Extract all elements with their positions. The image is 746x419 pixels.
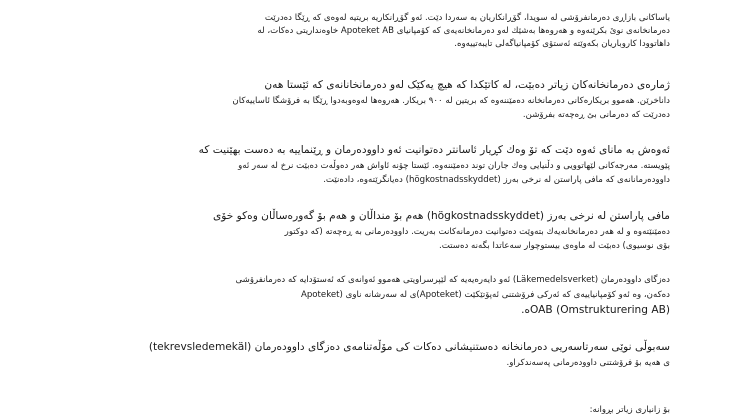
text-line: داهاتوودا کاروباریان بکەوێتە ئەستۆی کۆمپانیاگەلی تایبەتییەوە.: [454, 39, 670, 50]
text-line: داوودەرمانانەی کە مافی پاراستن لە نرخی بەرز (högkostnadsskyddet) دەیانگرێتەوە، دادەنێت.: [323, 175, 670, 185]
paragraph-high-cost-protection: [62, 208, 670, 253]
text-line: دەمێنێتەوە و لە هەر دەرمانخانەیەك بتەوێت دەتوانیت دەرمانەکانت بەریت. داوودەرمانی بە ڕەچەتە (کە دوکتور: [284, 227, 670, 237]
text-line: پێویستە. مەرجەکانی لێهاتوویی و دڵنیایی وەك جاران توند دەمێننەوە. ئێستا چۆنە ئاواش هەر دەوڵەت دەبێت نرخ لە سەر ئەو: [238, 161, 670, 171]
text-line: داناخرێن. هەموو بریکارەکانی دەرمانخانە دەمێننەوە کە بریتین لە ٩٠٠ بریکار. هەروەها لەوەوبەدوا ڕێگا بە فرۆشگا ئاساییەکان: [232, 96, 670, 106]
text-line: سەبوڵی نوێی سەرتاسەریی دەرمانخانە دەستنیشانی دەکات کی مۆڵەتنامەی دەزگای داوودەرمان (tekrevsledemekäl): [148, 341, 670, 353]
text-line: دەزگای داوودەرمان (Läkemedelsverket) ئەو دایەرەیەیە کە لێپرسراویتی هەموو ئەوانەی کە ئەستۆدایە کە دەرمانفرۆشی: [235, 275, 670, 285]
text-line: دەکەن، وە ئەو کۆمپانیاییەی کە ئەرکی فرۆشتنی ئەپۆتێکێت (Apoteket)ی لە سەرشانە ناوی (Apoteket: [300, 290, 670, 300]
text-line: یاساکانی بازاڕی دەرمانفرۆشی لە سویدا، گۆڕانکاریان بە سەردا دێت. ئەو گۆڕانکاریە بریتیە لەوەی کە ڕێگا دەدرێت: [264, 13, 670, 23]
text-line: ئەوەش بە مانای ئەوە دێت کە تۆ وەك کڕیار ئاسانتر دەتوانیت ئەو داوودەرمان و ڕێنماییە بە دەست بهێنیت کە: [198, 144, 670, 156]
paragraph-medical-agency: [62, 272, 670, 319]
paragraph-national-symbol: [62, 339, 670, 372]
text-line: ی هەیە بۆ فرۆشتنی داوودەرمانی پەسەندکراو.: [506, 358, 670, 368]
footer-text: بۆ زانیاری زیاتر بڕوانە:: [589, 405, 670, 415]
paragraph-customer-access: [62, 142, 670, 187]
text-line: دەدرێت کە دەرمانی بێ ڕەچەتە بفرۆشن.: [522, 110, 670, 120]
paragraph-market-change: [62, 12, 670, 52]
text-line: بۆی نوسیوی) دەبێت لە ماوەی بیستوچوار سەعاتدا بگەنە دەستت.: [439, 241, 670, 251]
text-line: مافی پاراستن لە نرخی بەرز (högkostnadsskyddet) هەم بۆ منداڵان و هەم بۆ گەورەساڵان وەکو خۆی: [212, 210, 670, 222]
text-line: OAB (Omstrukturering AB)ە.: [521, 304, 670, 316]
footer-more-info: [62, 404, 670, 417]
paragraph-pharmacy-count: [62, 77, 670, 122]
text-line: دەرمانخانەی نوێ بکرێنەوە و هەروەها بەشێك لەو دەرمانخانەیەی کە کۆمپانیای Apoteket AB خاوەنداریتی دەکات، لە: [257, 26, 670, 37]
text-line: ژمارەی دەرمانخانەکان زیاتر دەبێت، لە کاتێکدا کە هیچ یەکێک لەو دەرمانخانانەی کە ئێستا هەن: [264, 79, 670, 91]
